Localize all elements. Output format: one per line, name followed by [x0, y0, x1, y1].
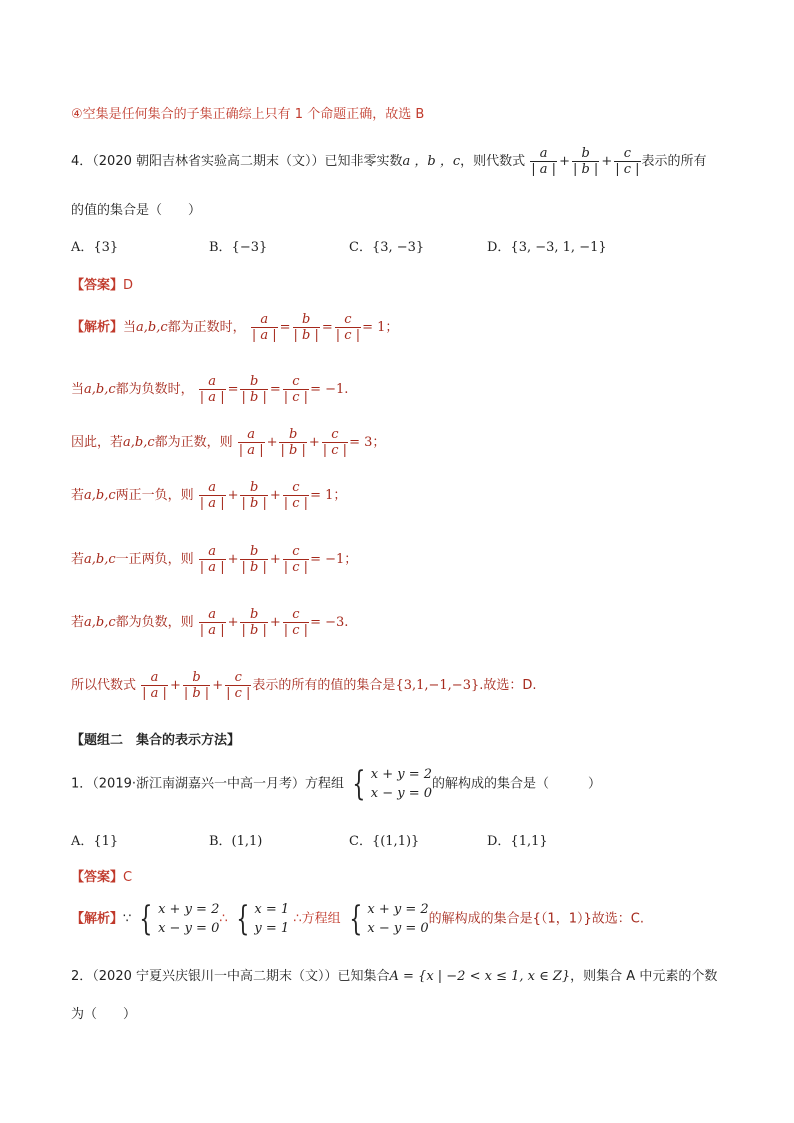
g2q1-stem: 1．（2019·浙江南湖嘉兴一中高一月考）方程组 { x + y = 2 x − y = 0 的解构成的集合是（ ） — [71, 764, 602, 804]
g2q1-option-a: A．{1} — [71, 834, 119, 849]
q4-prefix: 4．（2020 朝阳吉林省实验高二期末（文））已知非零实数 — [71, 154, 403, 169]
equation-system: { x + y = 2 x − y = 0 — [352, 764, 433, 804]
q4-analysis-1: 【解析】当a,b,c都为正数时， $\frac{a}{| a |}$ = $\frac{b}{| b |}$ = $\frac{c}{| c |}$ = 1； — [71, 312, 399, 343]
q4-suffix: 表示的所有 — [641, 154, 707, 169]
q4-option-c: C．{3, −3} — [349, 240, 425, 255]
q4-mid: ，则代数式 — [460, 154, 526, 169]
g2q1-option-c: C．{(1,1)} — [349, 834, 420, 849]
q4-analysis-3: 因此，若a,b,c都为正数，则 $\frac{a}{| a |}$ + $\frac{b}{| b |}$ + $\frac{c}{| c |}$ = 3； — [71, 427, 386, 458]
g2q2-stem: 2．（2020 宁夏兴庆银川一中高二期末（文））已知集合A = {x | −2 < x ≤ 1, x ∈ Z}，则集合 A 中元素的个数 — [71, 969, 718, 984]
q4-option-b: B．{−3} — [209, 240, 268, 255]
q4-vars: a ，b ，c — [402, 154, 461, 169]
frac-b: $\frac{b}{| b |}$ — [572, 146, 599, 177]
q4-option-a: A．{3} — [71, 240, 119, 255]
q4-analysis-5: 若a,b,c一正两负，则 $\frac{a}{| a |}$ + $\frac{b}{| b |}$ + $\frac{c}{| c |}$ = −1； — [71, 544, 358, 575]
q4-option-d: D．{3, −3, 1, −1} — [487, 240, 607, 255]
frac-a: $\frac{a}{| a |}$ — [531, 146, 557, 177]
g2q2-stem-line2: 为（ ） — [71, 1007, 137, 1022]
q4-analysis-6: 若a,b,c都为负数，则 $\frac{a}{| a |}$ + $\frac{b}{| b |}$ + $\frac{c}{| c |}$ = −3. — [71, 607, 349, 638]
q4-analysis-7: 所以代数式 $\frac{a}{| a |}$ + $\frac{b}{| b |}$ + $\frac{c}{| c |}$ 表示的所有的值的集合是{3,1,−1,−3}.故选：D. — [71, 670, 537, 701]
q4-analysis-2: 当a,b,c都为负数时， $\frac{a}{| a |}$ = $\frac{b}{| b |}$ = $\frac{c}{| c |}$ = −1. — [71, 374, 349, 405]
prev-answer-line: ④空集是任何集合的子集正确综上只有 1 个命题正确，故选 B — [71, 107, 425, 122]
section-title: 【题组二 集合的表示方法】 — [71, 733, 241, 748]
g2q1-option-b: B．(1,1) — [209, 834, 263, 849]
g2q1-option-d: D．{1,1} — [487, 834, 548, 849]
frac-c: $\frac{c}{| c |}$ — [615, 146, 640, 177]
q4-stem: 4．（2020 朝阳吉林省实验高二期末（文））已知非零实数a ，b ，c，则代数式 $\frac{a}{| a |}$ + $\frac{b}{| b |}$ + $\frac{c}{| c |}$ 表示的所有 — [71, 146, 707, 177]
g2q1-analysis: 【解析】∵ { x + y = 2 x − y = 0 ∴ { x = 1 y = 1 ∴方程组 { x + y = 2 x − y = 0 的解构成的集合是{（1，1）}故选：C. — [71, 899, 644, 939]
q4-analysis-4: 若a,b,c两正一负，则 $\frac{a}{| a |}$ + $\frac{b}{| b |}$ + $\frac{c}{| c |}$ = 1； — [71, 480, 347, 511]
g2q1-answer: 【答案】C — [71, 870, 133, 885]
q4-stem-line2: 的值的集合是（ ） — [71, 203, 202, 218]
q4-answer: 【答案】D — [71, 278, 134, 293]
